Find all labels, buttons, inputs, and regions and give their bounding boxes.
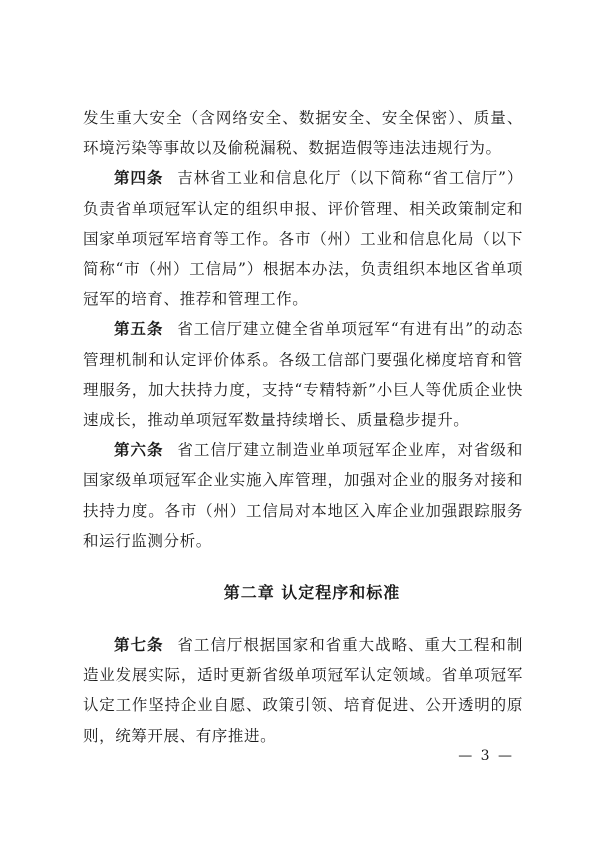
continuation-paragraph: [83, 103, 523, 163]
article-text: 省工信厅建立制造业单项冠军企业库，对省级和国家级单项冠军企业实施入库管理，加强对企业的服务对接和扶持力度。各市（州）工信局对本地区入库企业加强跟踪服务和运行监测分析。: [83, 441, 523, 550]
article-7: [83, 630, 523, 751]
article-text: 吉林省工业和信息化厅（以下简称“省工信厅”）负责省单项冠军认定的组织申报、评价管理、相关政策制定和国家单项冠军培育等工作。各市（州）工业和信息化局（以下简称“市（州）工信局”）根据本办法，负责组织本地区省单项冠军的培育、推荐和管理工作。: [83, 169, 523, 309]
article-6: [83, 435, 523, 556]
article-text: 省工信厅根据国家和省重大战略、重大工程和制造业发展实际，适时更新省级单项冠军认定领域。省单项冠军认定工作坚持企业自愿、政策引领、培育促进、公开透明的原则，统筹开展、有序推进。: [83, 636, 523, 745]
continuation-text: 发生重大安全（含网络安全、数据安全、安全保密）、质量、环境污染等事故以及偷税漏税、数据造假等违法违规行为。: [83, 109, 523, 158]
page-number: — 3 —: [458, 748, 514, 764]
article-text: 省工信厅建立健全省单项冠军“有进有出”的动态管理机制和认定评价体系。各级工信部门要强化梯度培育和管理服务，加大扶持力度，支持“专精特新”小巨人等优质企业快速成长，推动单项冠军数量持续增长、质量稳步提升。: [83, 320, 523, 430]
article-number: 第七条: [114, 636, 164, 655]
article-number: 第五条: [114, 320, 164, 339]
article-4: [83, 163, 523, 314]
article-number: 第六条: [114, 441, 164, 460]
chapter-title: 第二章 认定程序和标准: [223, 583, 401, 603]
article-5: [83, 314, 523, 435]
article-number: 第四条: [114, 169, 164, 188]
document-body: [83, 103, 523, 751]
